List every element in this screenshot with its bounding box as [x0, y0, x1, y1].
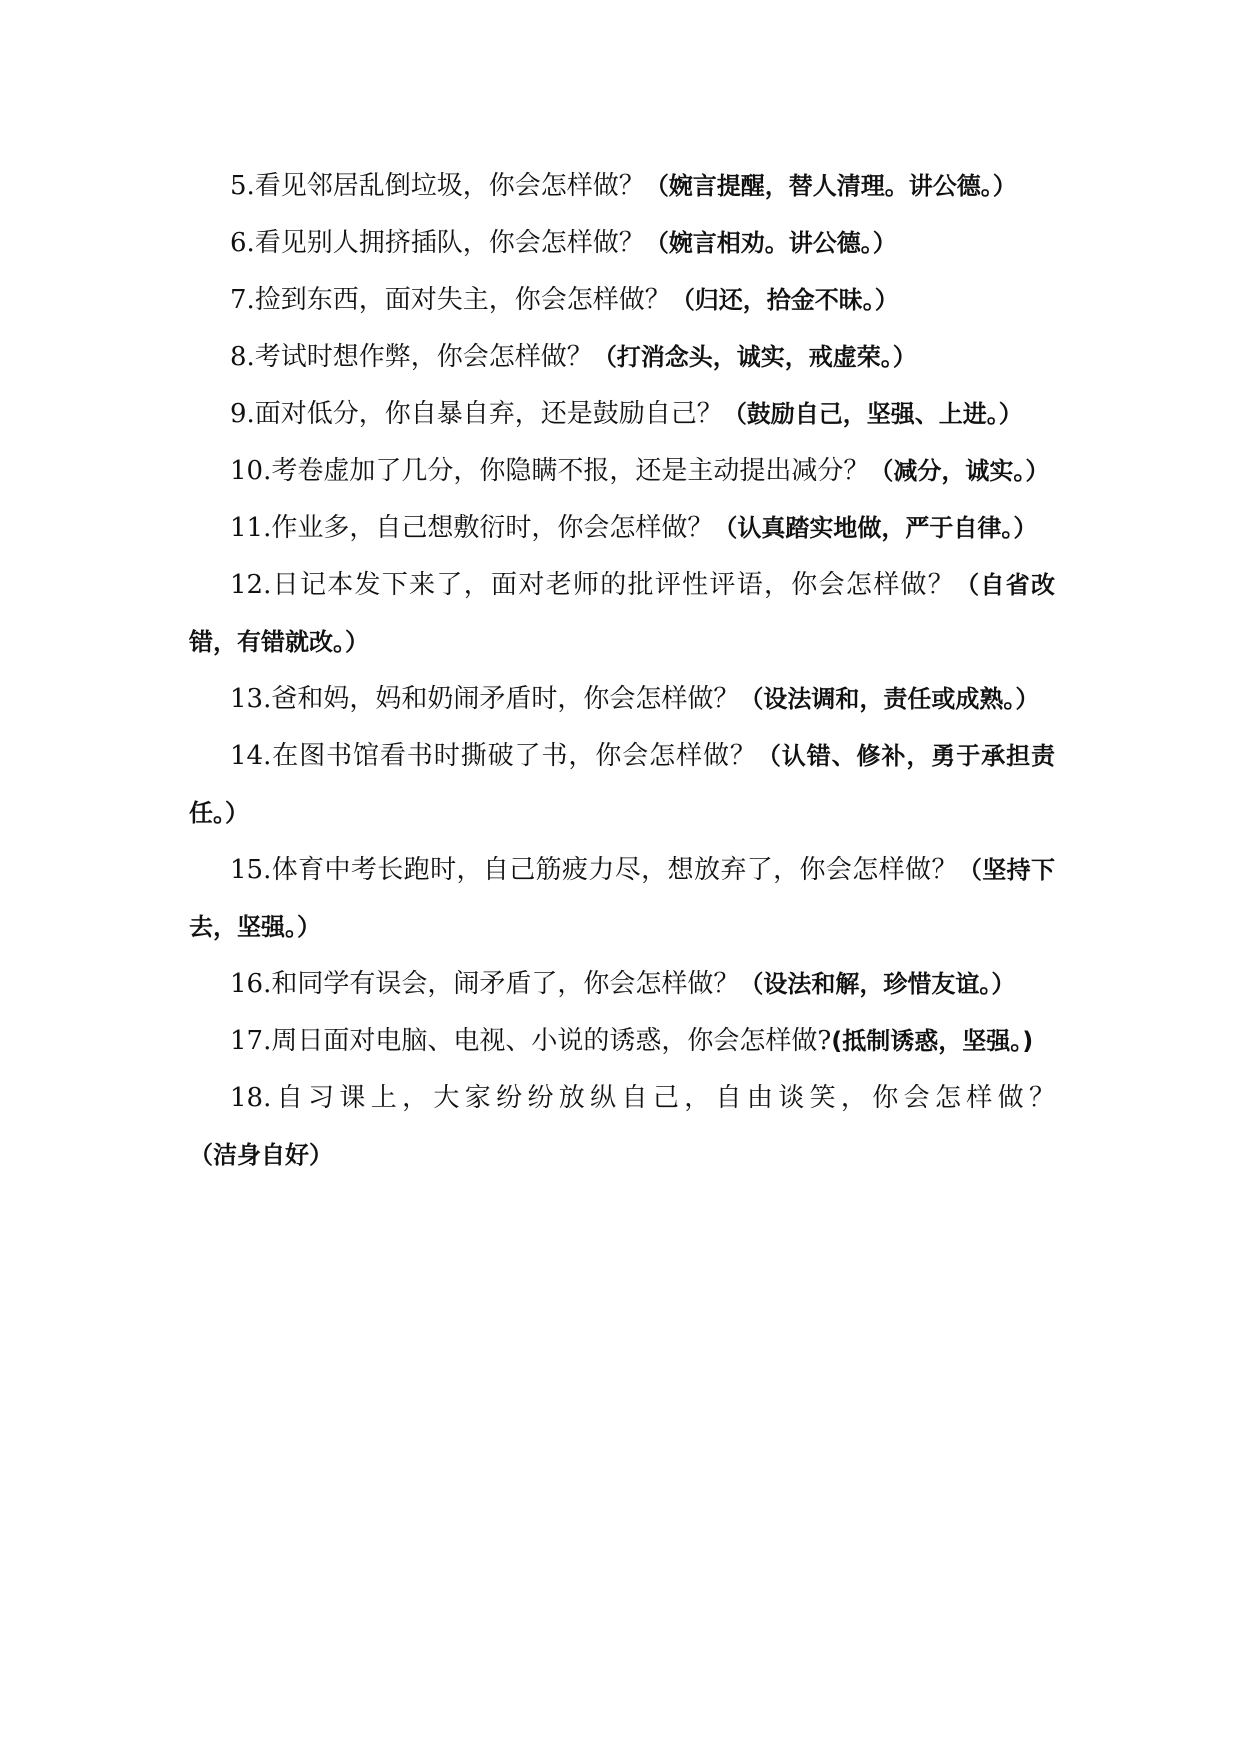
answer-text: （鼓励自己，坚强、上进。）: [722, 400, 1023, 428]
question-text: 8.考试时想作弊，你会怎样做？: [230, 342, 593, 372]
answer-text: （设法调和，责任或成熟。）: [739, 685, 1040, 713]
list-item: [189, 557, 1055, 671]
list-item: [189, 1070, 1055, 1184]
question-text: 16.和同学有误会，闹矛盾了，你会怎样做？: [230, 969, 740, 999]
answer-text: （婉言提醒，替人清理。讲公德。）: [644, 172, 1017, 200]
question-text: 10.考卷虚加了几分，你隐瞒不报，还是主动提出减分？: [230, 456, 870, 486]
question-text: 15.体育中考长跑时，自己筋疲力尽，想放弃了，你会怎样做？: [230, 855, 958, 885]
list-item: [189, 386, 1055, 443]
question-text: 14.在图书馆看书时撕破了书，你会怎样做？: [230, 741, 757, 771]
answer-text: （设法和解，珍惜友谊。）: [739, 970, 1016, 998]
answer-text: （婉言相劝。讲公德。）: [644, 229, 897, 257]
question-text: 9.面对低分，你自暴自弃，还是鼓励自己？: [230, 399, 723, 429]
question-text: 6.看见别人拥挤插队，你会怎样做？: [230, 228, 645, 258]
question-text: 12.日记本发下来了，面对老师的批评性评语，你会怎样做？: [230, 570, 956, 600]
list-item: [189, 842, 1055, 956]
answer-text: （坚持下去，坚强。）: [189, 856, 1055, 941]
list-item: [189, 215, 1055, 272]
question-text: 5.看见邻居乱倒垃圾，你会怎样做？: [230, 171, 645, 201]
answer-text: （认错、修补，勇于承担责任。）: [189, 742, 1055, 827]
question-list: [189, 158, 1055, 1184]
list-item: [189, 500, 1055, 557]
answer-text: （自省改错，有错就改。）: [189, 571, 1056, 656]
list-item: [189, 329, 1055, 386]
list-item: [189, 1013, 1055, 1070]
answer-text: （洁身自好）: [189, 1141, 333, 1169]
list-item: [189, 443, 1055, 500]
question-text: 18.自习课上，大家纷纷放纵自己，自由谈笑，你会怎样做？: [230, 1083, 1055, 1113]
answer-text: (抵制诱惑，坚强。): [831, 1027, 1034, 1055]
list-item: [189, 956, 1055, 1013]
question-text: 11.作业多，自己想敷衍时，你会怎样做？: [230, 513, 714, 543]
list-item: [189, 728, 1055, 842]
question-text: 17.周日面对电脑、电视、小说的诱惑，你会怎样做?: [230, 1026, 832, 1056]
list-item: [189, 158, 1055, 215]
question-text: 13.爸和妈，妈和奶闹矛盾时，你会怎样做？: [230, 684, 740, 714]
question-text: 7.捡到东西，面对失主，你会怎样做？: [230, 285, 671, 315]
answer-text: （减分，诚实。）: [869, 457, 1050, 485]
answer-text: （打消念头，诚实，戒虚荣。）: [592, 343, 917, 371]
answer-text: （归还，拾金不昧。）: [670, 286, 899, 314]
list-item: [189, 272, 1055, 329]
answer-text: （认真踏实地做，严于自律。）: [713, 514, 1038, 542]
list-item: [189, 671, 1055, 728]
